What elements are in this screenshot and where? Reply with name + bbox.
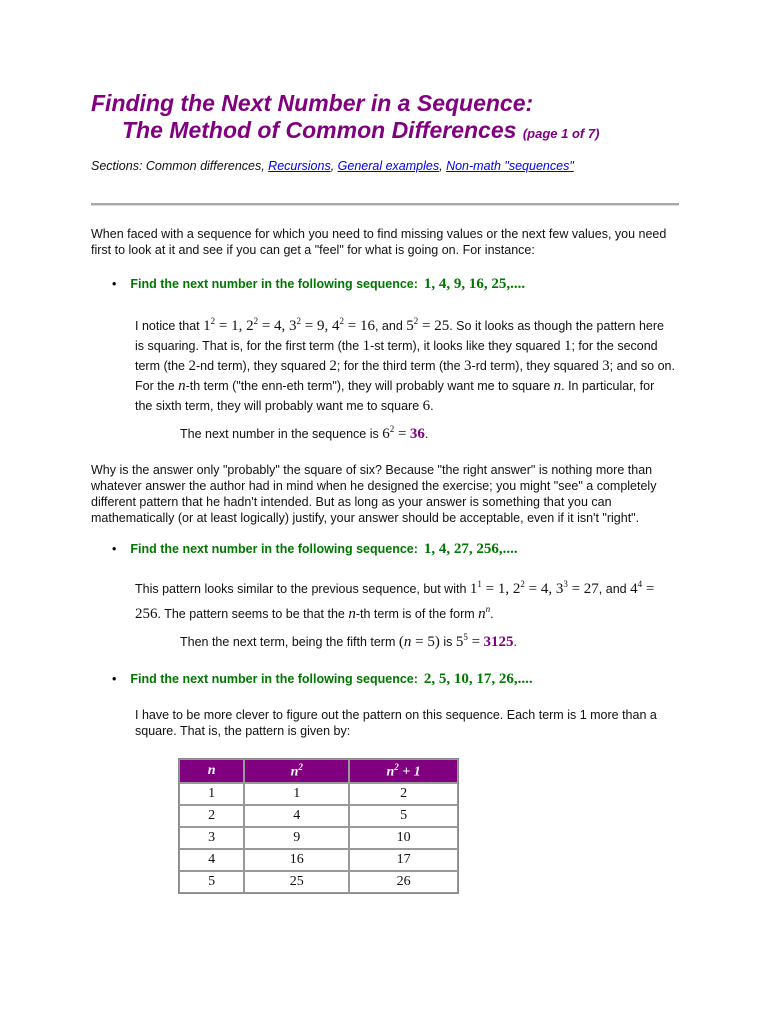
section-current: Common differences bbox=[145, 159, 262, 173]
problem2-question bbox=[112, 541, 518, 558]
table-row bbox=[179, 827, 458, 849]
problem2-answer-value: 3125 bbox=[483, 634, 514, 650]
table-row bbox=[179, 871, 458, 893]
problem2-prompt: Find the next number in the following sequence: bbox=[130, 542, 418, 556]
problem1-prompt: Find the next number in the following sequence: bbox=[130, 277, 418, 291]
table-row bbox=[179, 783, 458, 805]
page-title-method: The Method of Common Differences bbox=[122, 117, 517, 143]
problem3-explanation: I have to be more clever to figure out the pattern on this sequence. Each term is 1 more than a square. That is, the pattern is given by: bbox=[135, 708, 657, 738]
problem1-sequence: 1, 4, 9, 16, 25,.... bbox=[423, 276, 526, 292]
table-cell: 10 bbox=[349, 827, 458, 849]
bullet-icon: • bbox=[112, 542, 117, 556]
table-cell: 26 bbox=[349, 871, 458, 893]
problem1-answer-label: The next number in the sequence is bbox=[180, 427, 379, 441]
table-cell: 9 bbox=[244, 827, 349, 849]
problem3-sequence: 2, 5, 10, 17, 26,.... bbox=[423, 671, 533, 687]
problem2-explanation: This pattern looks similar to the previous sequence, but with $1^1 = 1$, $2^2 = 4$, $3^3 = 27$, and $4^4 = 256$. The pattern seems to be that the n-th term is of the form $n^n$. bbox=[135, 579, 655, 622]
table-cell: 17 bbox=[349, 849, 458, 871]
page-title-line2 bbox=[122, 117, 599, 144]
table-cell: 4 bbox=[244, 805, 349, 827]
table-cell: 2 bbox=[349, 783, 458, 805]
table-cell: 1 bbox=[244, 783, 349, 805]
why-paragraph: Why is the answer only "probably" the square of six? Because "the right answer" is nothing more than whatever answer the author had in mind when he designed the exercise; you might "see" a completely different pattern that he hadn't intended. But as long as your answer is something that you can mathematically (or at least logically) justify, your answer should be acceptable, even if it isn't "right". bbox=[91, 463, 657, 525]
section-link-general-examples[interactable]: General examples bbox=[337, 159, 440, 173]
page-title-line1: Finding the Next Number in a Sequence: bbox=[91, 90, 534, 116]
sections-prefix: Sections: bbox=[91, 159, 146, 173]
table-cell: 4 bbox=[179, 849, 244, 871]
problem3-prompt: Find the next number in the following sequence: bbox=[130, 672, 418, 686]
page-indicator: (page 1 of 7) bbox=[522, 126, 600, 141]
squares-table bbox=[178, 758, 459, 894]
table-header-n: n bbox=[179, 759, 244, 783]
bullet-icon: • bbox=[112, 277, 117, 291]
problem1-explanation: I notice that $1^2 = 1$, $2^2 = 4$, $3^2 = 9$, $4^2 = 16$, and $5^2 = 25$. So it looks as though the pattern here is squaring. That is, for the first term (the 1-st term), it looks like they squared 1; for the second term (the 2-nd term), they squared 2; for the third term (the 3-rd term), they squared 3; and so on. For the n-th term ("the enn-eth term"), they will probably want me to square n. In particular, for the sixth term, they will probably want me to square 6. bbox=[135, 316, 675, 414]
table-cell: 2 bbox=[179, 805, 244, 827]
table-row bbox=[179, 849, 458, 871]
problem1-question bbox=[112, 276, 525, 293]
table-header-n-squared: $n^2$ bbox=[244, 759, 349, 783]
table-cell: 5 bbox=[349, 805, 458, 827]
problem1-answer: The next number in the sequence is $6^2 = 36$. bbox=[180, 424, 429, 442]
section-link-recursions[interactable]: Recursions bbox=[268, 159, 331, 173]
horizontal-divider bbox=[91, 203, 679, 206]
section-link-non-math-sequences[interactable]: Non-math "sequences" bbox=[446, 159, 574, 173]
table-header-row bbox=[179, 759, 458, 783]
problem1-answer-value: 36 bbox=[409, 426, 425, 442]
bullet-icon: • bbox=[112, 672, 117, 686]
table-cell: 25 bbox=[244, 871, 349, 893]
sections-nav: Sections: Common differences, Recursions, General examples, Non-math "sequences" bbox=[91, 159, 574, 173]
table-cell: 5 bbox=[179, 871, 244, 893]
problem2-sequence: 1, 4, 27, 256,.... bbox=[423, 541, 518, 557]
table-row bbox=[179, 805, 458, 827]
problem2-answer: Then the next term, being the fifth term (n = 5) is $5^5 = 3125$. bbox=[180, 632, 518, 650]
table-cell: 16 bbox=[244, 849, 349, 871]
intro-paragraph: When faced with a sequence for which you need to find missing values or the next few values, you need first to look at it and see if you can get a "feel" for what is going on. For instance: bbox=[91, 227, 667, 257]
table-header-n-squared-plus-one: $n^2 + 1$ bbox=[349, 759, 458, 783]
problem3-question bbox=[112, 671, 533, 688]
table-cell: 3 bbox=[179, 827, 244, 849]
table-cell: 1 bbox=[179, 783, 244, 805]
